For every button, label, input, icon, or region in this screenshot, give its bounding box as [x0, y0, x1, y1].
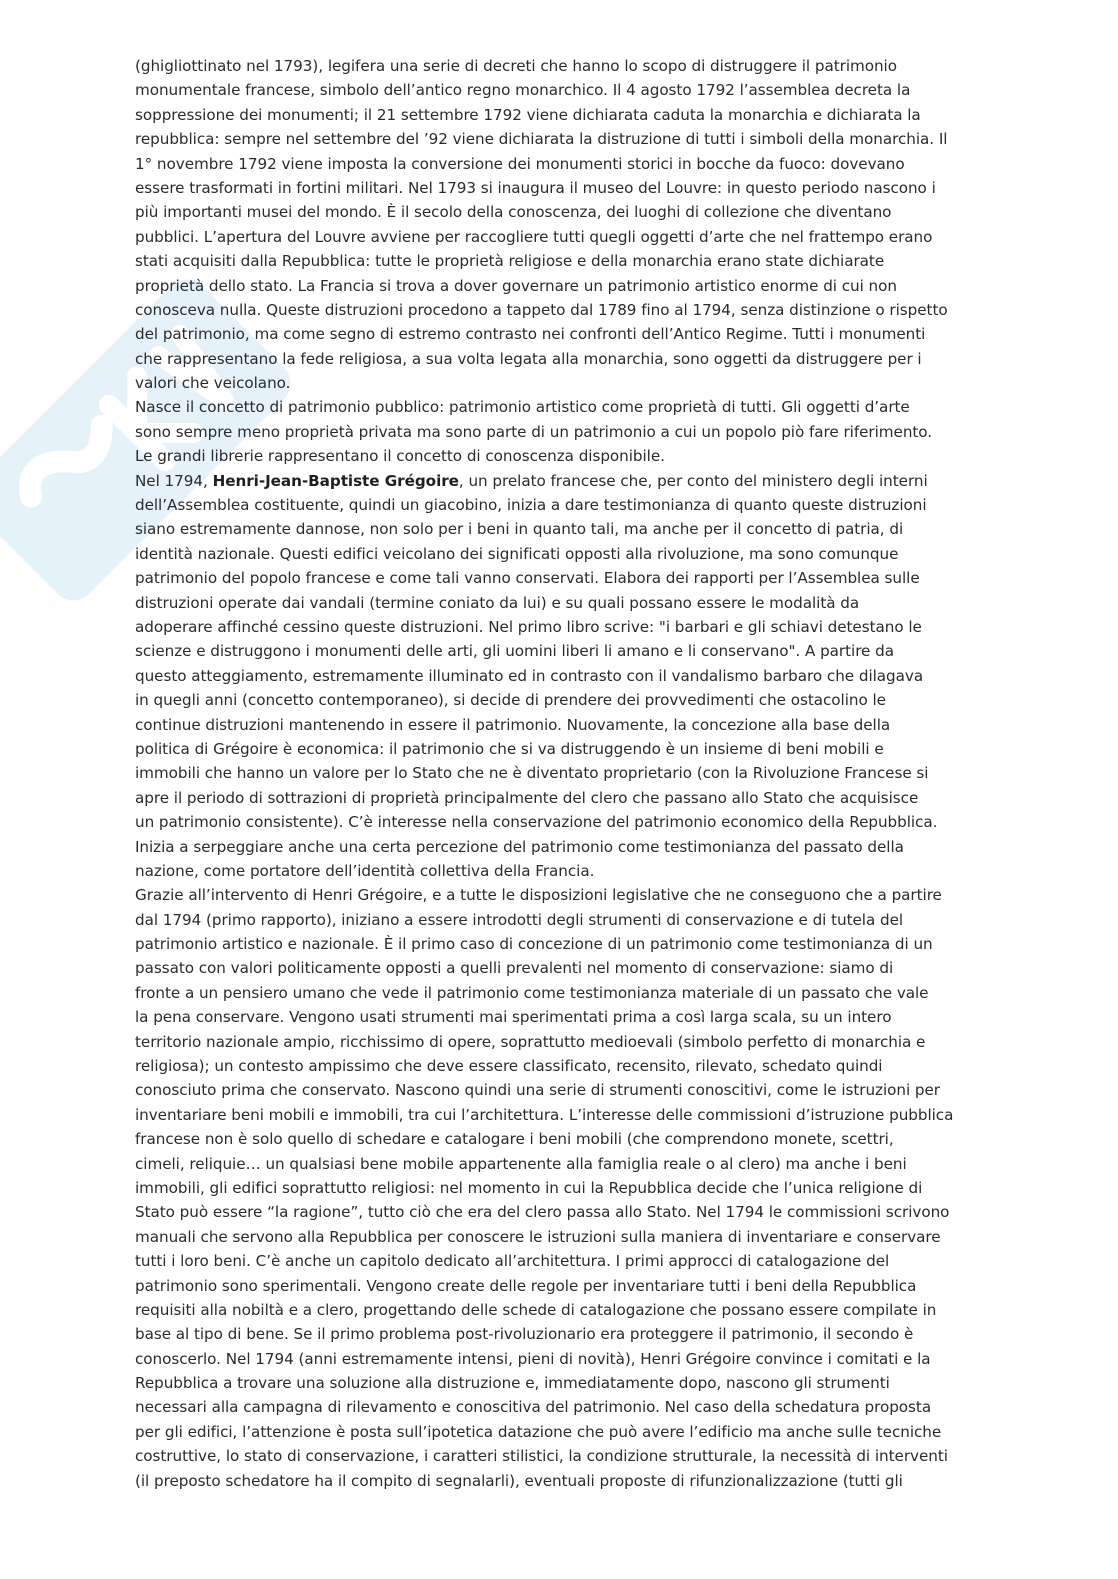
text-line: [135, 1200, 985, 1224]
text-line: [135, 1347, 985, 1371]
person-name-bold: Henri-Jean-Baptiste Grégoire: [212, 471, 459, 490]
text-line: [135, 78, 985, 102]
text-segment: continue distruzioni mantenendo in essere il patrimonio. Nuovamente, la concezione alla base della: [135, 715, 891, 734]
text-line: [135, 1322, 985, 1346]
text-line: [135, 1420, 985, 1444]
text-segment: monumentale francese, simbolo dell’antico regno monarchico. Il 4 agosto 1792 l’assemblea decreta la: [135, 81, 911, 100]
text-line: [135, 615, 985, 639]
text-segment: siano estremamente dannose, non solo per i beni in quanto tali, ma anche per il concetto di patria, di: [135, 520, 904, 539]
text-segment: un patrimonio consistente). C’è interesse nella conservazione del patrimonio economico della Repubblica.: [135, 813, 938, 832]
text-line: [135, 664, 985, 688]
text-segment: nazione, come portatore dell’identità collettiva della Francia.: [135, 861, 595, 880]
text-segment: dell’Assemblea costituente, quindi un giacobino, inizia a dare testimonianza di quanto queste distruzioni: [135, 496, 927, 515]
text-segment: dal 1794 (primo rapporto), iniziano a essere introdotti degli strumenti di conservazione e di tutela del: [135, 910, 904, 929]
text-segment: stati acquisiti dalla Repubblica: tutte le proprietà religiose e della monarchia erano state dichiarate: [135, 252, 885, 271]
text-segment: territorio nazionale ampio, ricchissimo di opere, soprattutto medioevali (simbolo perfetto di monarchia e: [135, 1032, 926, 1051]
text-segment: conoscerlo. Nel 1794 (anni estremamente intensi, pieni di novità), Henri Grégoire convince i comitati e la: [135, 1349, 931, 1368]
text-segment: Le grandi librerie rappresentano il concetto di conoscenza disponibile.: [135, 447, 665, 466]
text-line: [135, 761, 985, 785]
text-segment: proprietà dello stato. La Francia si trova a dover governare un patrimonio artistico enorme di cui non: [135, 276, 897, 295]
text-segment: patrimonio del popolo francese e come tali vanno conservati. Elabora dei rapporti per l’Assemblea sulle: [135, 569, 920, 588]
text-segment: (ghigliottinato nel 1793), legifera una serie di decreti che hanno lo scopo di distruggere il patrimonio: [135, 57, 897, 75]
text-line: [135, 1030, 985, 1054]
text-line: [135, 1249, 985, 1273]
text-segment: 1° novembre 1792 viene imposta la conversione dei monumenti storici in bocche da fuoco: dovevano: [135, 154, 905, 173]
text-line: [135, 883, 985, 907]
text-line: [135, 200, 985, 224]
text-line: [135, 1078, 985, 1102]
text-segment: immobili, gli edifici soprattutto religiosi: nel momento in cui la Repubblica decide che l’unica religione di: [135, 1178, 923, 1197]
text-segment: apre il periodo di sottrazioni di proprietà principalmente del clero che passano allo Stato che acquisisce: [135, 788, 919, 807]
text-line: [135, 127, 985, 151]
text-segment: patrimonio artistico e nazionale. È il primo caso di concezione di un patrimonio come testimonianza di un: [135, 935, 933, 954]
text-line: [135, 981, 985, 1005]
text-line: [135, 54, 985, 78]
text-segment: più importanti musei del mondo. È il secolo della conoscenza, dei luoghi di collezione che diventano: [135, 203, 892, 222]
text-segment: requisiti alla nobiltà e a clero, progettando delle schede di catalogazione che possano essere compilate in: [135, 1300, 937, 1319]
text-line: [135, 566, 985, 590]
text-segment: inventariare beni mobili e immobili, tra cui l’architettura. L’interesse delle commissioni d’istruzione pubblica: [135, 1105, 954, 1124]
text-segment: essere trasformati in fortini militari. Nel 1793 si inaugura il museo del Louvre: in questo periodo nascono i: [135, 178, 936, 197]
text-segment: conosceva nulla. Queste distruzioni procedono a tappeto dal 1789 fino al 1794, senza distinzione o rispetto: [135, 300, 948, 319]
text-segment: del patrimonio, ma come segno di estremo contrasto nei confronti dell’Antico Regime. Tutti i monumenti: [135, 325, 926, 344]
text-line: [135, 786, 985, 810]
text-line: [135, 932, 985, 956]
text-line: [135, 1371, 985, 1395]
text-segment: pubblici. L’apertura del Louvre avviene per raccogliere tutti quegli oggetti d’arte che nel frattempo erano: [135, 227, 933, 246]
text-segment: Inizia a serpeggiare anche una certa percezione del patrimonio come testimonianza del passato della: [135, 837, 904, 856]
text-line: [135, 1298, 985, 1322]
text-segment: , un prelato francese che, per conto del ministero degli interni: [458, 471, 928, 490]
text-line: [135, 908, 985, 932]
text-line: [135, 1054, 985, 1078]
text-segment: Repubblica a trovare una soluzione alla distruzione e, immediatamente dopo, nascono gli strumenti: [135, 1374, 890, 1393]
text-line: [135, 956, 985, 980]
text-line: [135, 1005, 985, 1029]
text-line: [135, 1444, 985, 1468]
text-segment: Grazie all’intervento di Henri Grégoire, e a tutte le disposizioni legislative che ne conseguono che a partire: [135, 886, 942, 905]
text-line: [135, 591, 985, 615]
text-line: [135, 639, 985, 663]
text-line: [135, 1176, 985, 1200]
text-line: [135, 298, 985, 322]
text-line: [135, 469, 985, 493]
text-segment: che rappresentano la fede religiosa, a sua volta legata alla monarchia, sono oggetti da distruggere per i: [135, 349, 922, 368]
text-segment: passato con valori politicamente opposti a quelli prevalenti nel momento di conservazione: siamo di: [135, 959, 894, 978]
text-segment: soppressione dei monumenti; il 21 settembre 1792 viene dichiarata caduta la monarchia e dichiarata la: [135, 105, 921, 124]
text-line: [135, 713, 985, 737]
text-line: [135, 859, 985, 883]
text-line: [135, 347, 985, 371]
text-line: [135, 322, 985, 346]
text-line: [135, 517, 985, 541]
text-segment: la pena conservare. Vengono usati strumenti mai sperimentati prima a così larga scala, su un intero: [135, 1008, 892, 1027]
text-segment: (il preposto schedatore ha il compito di segnalarli), eventuali proposte di rifunzionalizzazione (tutti gli: [135, 1471, 903, 1490]
text-segment: francese non è solo quello di schedare e catalogare i beni mobili (che comprendono monete, scettri,: [135, 1130, 894, 1149]
text-line: [135, 444, 985, 468]
text-segment: base al tipo di bene. Se il primo problema post-rivoluzionario era proteggere il patrimonio, il secondo è: [135, 1325, 914, 1344]
text-segment: politica di Grégoire è economica: il patrimonio che si va distruggendo è un insieme di beni mobili e: [135, 739, 884, 758]
text-line: [135, 1395, 985, 1419]
text-line: [135, 225, 985, 249]
text-segment: adoperare affinché cessino queste distruzioni. Nel primo libro scrive: "i barbari e gli schiavi detestano le: [135, 617, 922, 636]
text-segment: tutti i loro beni. C’è anche un capitolo dedicato all’architettura. I primi approcci di catalogazione del: [135, 1252, 890, 1271]
text-line: [135, 420, 985, 444]
text-line: [135, 1103, 985, 1127]
text-segment: per gli edifici, l’attenzione è posta sull’ipotetica datazione che può avere l’edificio ma anche sulle tecniche: [135, 1422, 942, 1441]
text-segment: distruzioni operate dai vandali (termine coniato da lui) e su quali possano essere le modalità da: [135, 593, 860, 612]
text-segment: religiosa); un contesto ampissimo che deve essere classificato, recensito, rilevato, schedato quindi: [135, 1057, 883, 1076]
text-line: [135, 1225, 985, 1249]
text-segment: scienze e distruggono i monumenti delle arti, gli uomini liberi li amano e li conservano". A partire da: [135, 642, 894, 661]
text-line: [135, 152, 985, 176]
text-line: [135, 371, 985, 395]
text-segment: repubblica: sempre nel settembre del ’92 viene dichiarata la distruzione di tutti i simboli della monarchia. Il: [135, 130, 948, 149]
text-line: [135, 103, 985, 127]
text-line: [135, 835, 985, 859]
text-segment: patrimonio sono sperimentali. Vengono create delle regole per inventariare tutti i beni della Repubblica: [135, 1276, 917, 1295]
text-segment: Nel 1794,: [135, 471, 213, 490]
text-segment: fronte a un pensiero umano che vede il patrimonio come testimonianza materiale di un passato che vale: [135, 983, 929, 1002]
text-line: [135, 249, 985, 273]
text-segment: valori che veicolano.: [135, 374, 291, 393]
text-segment: costruttive, lo stato di conservazione, i caratteri stilistici, la condizione strutturale, la necessità di interventi: [135, 1447, 948, 1466]
text-line: [135, 1469, 985, 1493]
text-line: [135, 542, 985, 566]
text-line: [135, 176, 985, 200]
text-line: [135, 1127, 985, 1151]
text-segment: questo atteggiamento, estremamente illuminato ed in contrasto con il vandalismo barbaro che dilagava: [135, 666, 924, 685]
text-segment: in quegli anni (concetto contemporaneo), si decide di prendere dei provvedimenti che ostacolino le: [135, 691, 886, 710]
text-segment: Nasce il concetto di patrimonio pubblico: patrimonio artistico come proprietà di tutti. Gli oggetti d’arte: [135, 398, 910, 417]
text-segment: immobili che hanno un valore per lo Stato che ne è diventato proprietario (con la Rivoluzione Francese si: [135, 764, 929, 783]
text-segment: cimeli, reliquie… un qualsiasi bene mobile appartenente alla famiglia reale o al clero) ma anche i beni: [135, 1154, 907, 1173]
text-segment: conosciuto prima che conservato. Nascono quindi una serie di strumenti conoscitivi, come le istruzioni per: [135, 1081, 940, 1100]
text-segment: Stato può essere “la ragione”, tutto ciò che era del clero passa allo Stato. Nel 1794 le commissioni scrivono: [135, 1203, 950, 1222]
text-line: [135, 688, 985, 712]
text-segment: manuali che servono alla Repubblica per conoscere le istruzioni sulla maniera di inventariare e conservare: [135, 1227, 941, 1246]
text-line: [135, 493, 985, 517]
text-line: [135, 274, 985, 298]
text-line: [135, 1152, 985, 1176]
text-line: [135, 810, 985, 834]
text-line: [135, 1274, 985, 1298]
text-line: [135, 737, 985, 761]
text-segment: necessari alla campagna di rilevamento e conoscitiva del patrimonio. Nel caso della schedatura proposta: [135, 1398, 932, 1417]
text-segment: sono sempre meno proprietà privata ma sono parte di un patrimonio a cui un popolo piò fare riferimento.: [135, 422, 933, 441]
body-text: [135, 54, 985, 1493]
text-line: [135, 395, 985, 419]
text-segment: identità nazionale. Questi edifici veicolano dei significati opposti alla rivoluzione, ma sono comunque: [135, 544, 899, 563]
